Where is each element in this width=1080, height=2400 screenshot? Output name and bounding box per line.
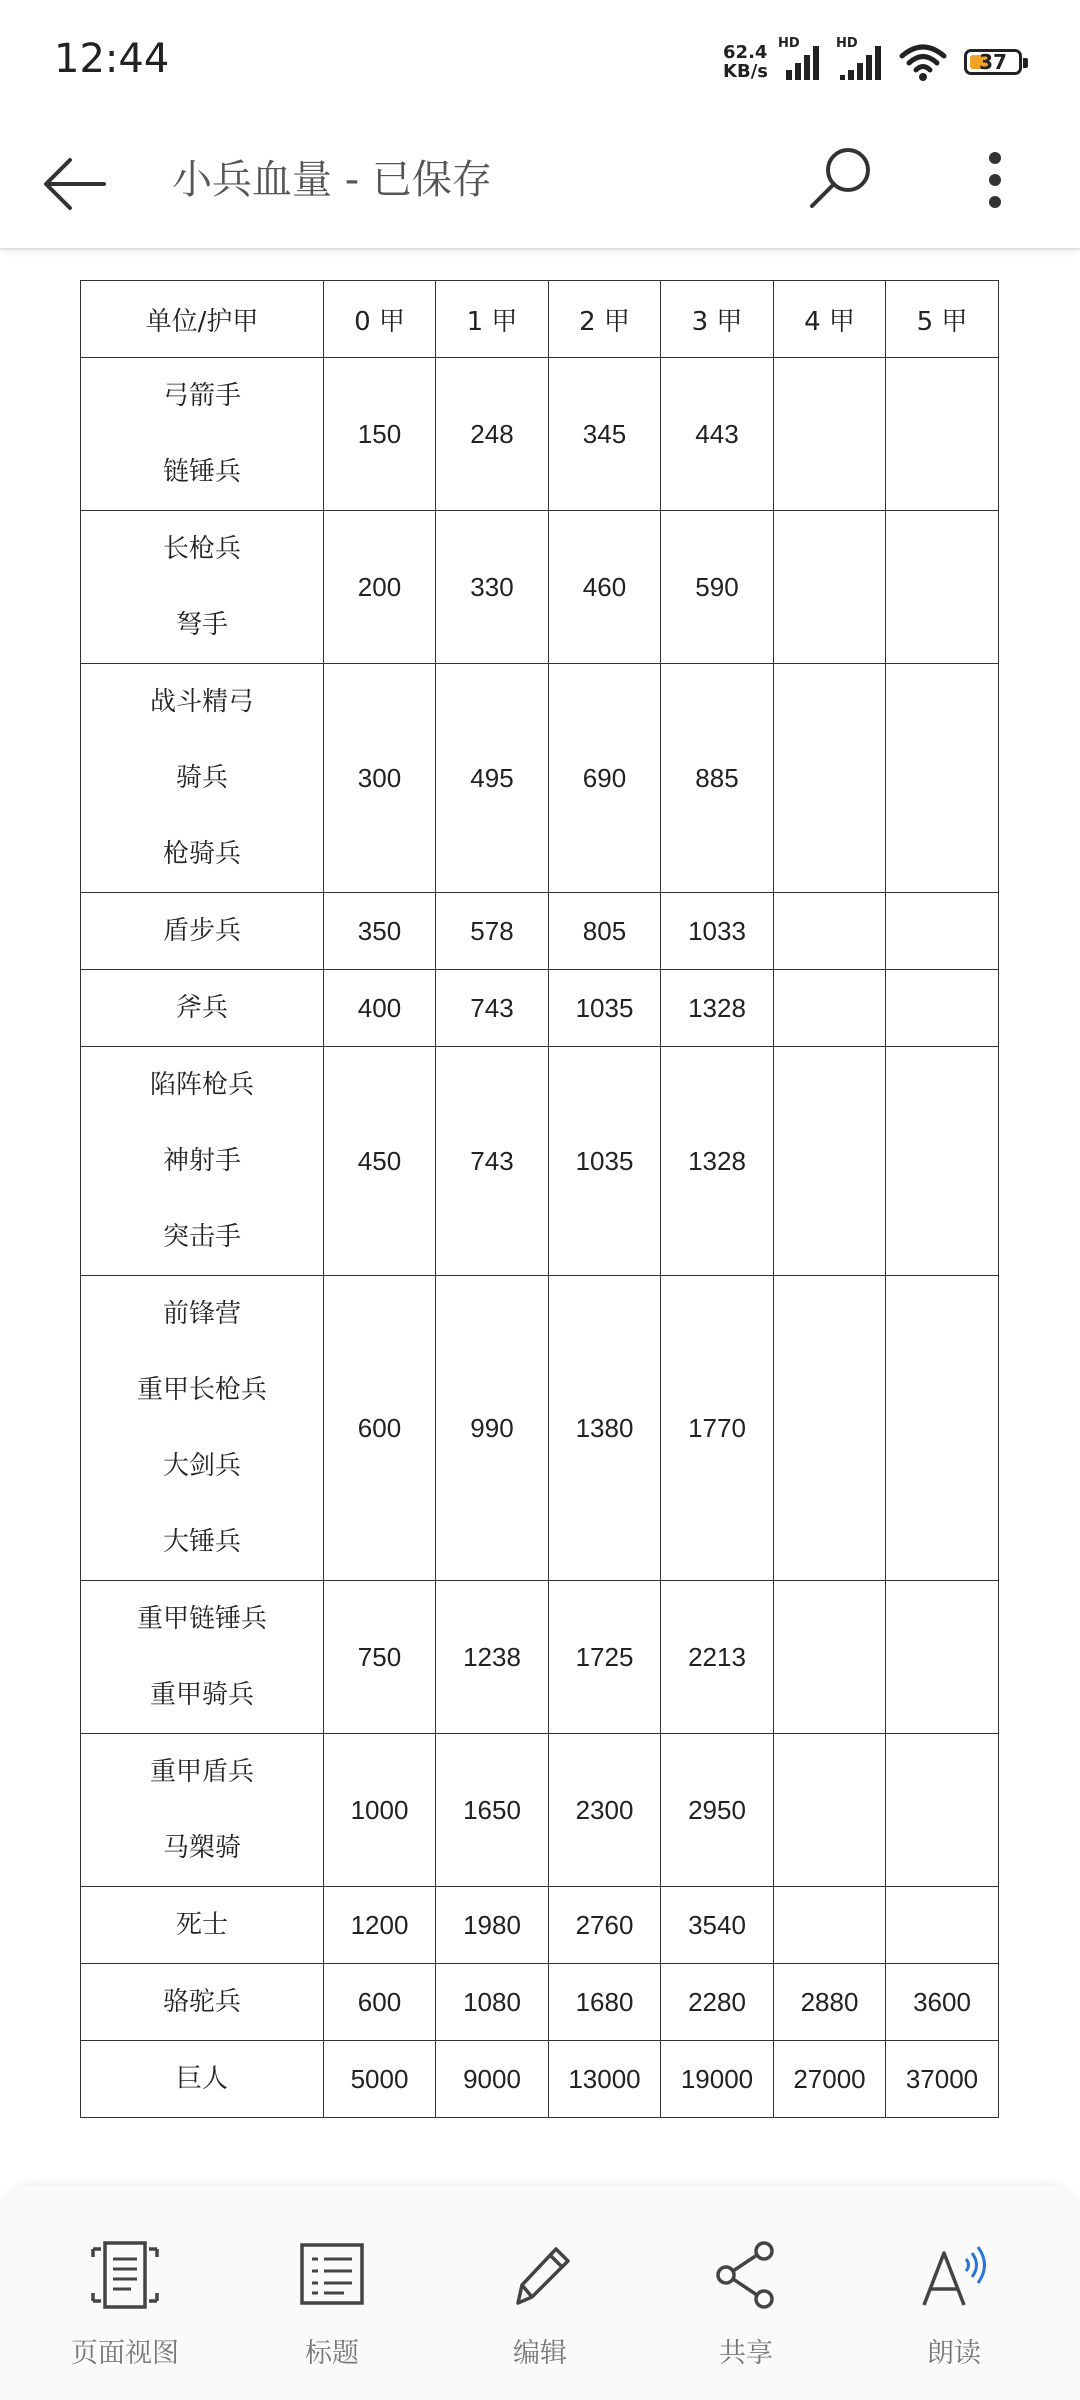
- read-aloud-label: 朗读: [927, 2338, 981, 2369]
- hp-value-cell: 150: [324, 358, 436, 511]
- unit-names-cell: [81, 1581, 324, 1734]
- unit-name: 链锤兵: [162, 457, 241, 487]
- document-title: 小兵血量 - 已保存: [172, 157, 492, 203]
- unit-name: 重甲链锤兵: [136, 1604, 267, 1634]
- header-armor-4: 4 甲: [774, 281, 886, 358]
- more-options-button[interactable]: [960, 140, 1030, 220]
- headings-button[interactable]: [242, 2185, 422, 2400]
- header-unit-armor: 单位/护甲: [81, 281, 324, 358]
- hp-value-cell: [886, 664, 999, 893]
- search-button[interactable]: [800, 140, 880, 220]
- unit-name: 大剑兵: [162, 1451, 241, 1481]
- unit-name: 长枪兵: [162, 534, 241, 564]
- unit-names-cell: [81, 1276, 324, 1581]
- signal-icon: [778, 36, 826, 82]
- network-speed: [723, 43, 768, 81]
- unit-name: 巨人: [175, 2064, 228, 2094]
- unit-name: 战斗精弓: [149, 687, 254, 717]
- hp-value-cell: 1680: [549, 1964, 661, 2041]
- header-armor-5: 5 甲: [886, 281, 999, 358]
- unit-name: 大锤兵: [162, 1527, 241, 1557]
- document-content[interactable]: [0, 250, 1080, 2170]
- unit-name: 前锋营: [162, 1299, 241, 1329]
- hp-value-cell: 750: [324, 1581, 436, 1734]
- unit-names-cell: [81, 970, 324, 1047]
- table-row: [81, 2041, 999, 2118]
- hp-value-cell: 578: [436, 893, 549, 970]
- hp-value-cell: [774, 511, 886, 664]
- hp-value-cell: 590: [661, 511, 774, 664]
- unit-name: 弩手: [175, 610, 228, 640]
- unit-name: 重甲骑兵: [149, 1680, 254, 1710]
- unit-names-cell: [81, 664, 324, 893]
- hp-value-cell: [774, 893, 886, 970]
- hp-value-cell: 1035: [549, 1047, 661, 1276]
- unit-names-cell: [81, 1887, 324, 1964]
- hp-value-cell: 1650: [436, 1734, 549, 1887]
- hp-value-cell: 13000: [549, 2041, 661, 2118]
- unit-name: 盾步兵: [162, 916, 241, 946]
- headings-label: 标题: [305, 2338, 359, 2369]
- hp-value-cell: [886, 970, 999, 1047]
- hp-value-cell: 1328: [661, 970, 774, 1047]
- hp-value-cell: 743: [436, 970, 549, 1047]
- hp-value-cell: 248: [436, 358, 549, 511]
- hp-value-cell: 885: [661, 664, 774, 893]
- unit-name: 弓箭手: [162, 381, 241, 411]
- unit-names-cell: [81, 358, 324, 511]
- hd-label: HD: [778, 36, 800, 51]
- hp-value-cell: 300: [324, 664, 436, 893]
- hp-value-cell: 1035: [549, 970, 661, 1047]
- hp-value-cell: 345: [549, 358, 661, 511]
- unit-names-cell: [81, 511, 324, 664]
- hp-value-cell: [774, 664, 886, 893]
- hp-value-cell: [886, 1887, 999, 1964]
- app-bar: [0, 118, 1080, 250]
- header-armor-0: 0 甲: [324, 281, 436, 358]
- hp-value-cell: 2213: [661, 1581, 774, 1734]
- table-row: [81, 664, 999, 893]
- network-speed-value: 62.4: [723, 42, 768, 63]
- hp-value-cell: 743: [436, 1047, 549, 1276]
- share-icon: [706, 2235, 786, 2315]
- hp-value-cell: [774, 1734, 886, 1887]
- page-view-label: 页面视图: [71, 2338, 179, 2369]
- hp-value-cell: [886, 1047, 999, 1276]
- hp-value-cell: [774, 358, 886, 511]
- edit-label: 编辑: [513, 2338, 567, 2369]
- back-button[interactable]: [36, 144, 116, 224]
- status-icons: [723, 36, 1022, 84]
- hp-value-cell: 2760: [549, 1887, 661, 1964]
- hp-value-cell: 600: [324, 1964, 436, 2041]
- hp-table: [80, 280, 999, 2118]
- unit-names-cell: [81, 1964, 324, 2041]
- hp-value-cell: [886, 1734, 999, 1887]
- hp-value-cell: 2300: [549, 1734, 661, 1887]
- header-armor-2: 2 甲: [549, 281, 661, 358]
- table-row: [81, 1887, 999, 1964]
- read-aloud-icon: [914, 2235, 994, 2315]
- hp-value-cell: 3540: [661, 1887, 774, 1964]
- table-header-row: [81, 281, 999, 358]
- table-row: [81, 1734, 999, 1887]
- table-row: [81, 511, 999, 664]
- table-row: [81, 358, 999, 511]
- hp-value-cell: [774, 1047, 886, 1276]
- read-aloud-button[interactable]: [864, 2185, 1044, 2400]
- unit-name: 陷阵枪兵: [149, 1070, 254, 1100]
- signal-icon-2: [836, 36, 888, 82]
- hp-value-cell: 2880: [774, 1964, 886, 2041]
- hp-value-cell: 1725: [549, 1581, 661, 1734]
- battery-icon: [964, 49, 1022, 75]
- hp-value-cell: 37000: [886, 2041, 999, 2118]
- hp-value-cell: 27000: [774, 2041, 886, 2118]
- status-bar: [0, 0, 1080, 118]
- hp-value-cell: 600: [324, 1276, 436, 1581]
- unit-name: 重甲盾兵: [149, 1757, 254, 1787]
- hp-value-cell: 19000: [661, 2041, 774, 2118]
- more-vertical-icon: [960, 140, 1030, 220]
- network-speed-unit: KB/s: [723, 61, 768, 82]
- hp-value-cell: [774, 1276, 886, 1581]
- header-armor-3: 3 甲: [661, 281, 774, 358]
- hp-value-cell: 3600: [886, 1964, 999, 2041]
- unit-name: 神射手: [162, 1146, 241, 1176]
- unit-name: 死士: [175, 1910, 228, 1940]
- hp-value-cell: 443: [661, 358, 774, 511]
- table-row: [81, 1964, 999, 2041]
- hp-value-cell: 2280: [661, 1964, 774, 2041]
- table-row: [81, 1581, 999, 1734]
- hp-value-cell: 330: [436, 511, 549, 664]
- hp-value-cell: 690: [549, 664, 661, 893]
- hp-value-cell: 990: [436, 1276, 549, 1581]
- header-armor-1: 1 甲: [436, 281, 549, 358]
- hp-value-cell: [886, 1276, 999, 1581]
- unit-name: 突击手: [162, 1222, 241, 1252]
- table-row: [81, 893, 999, 970]
- unit-name: 骑兵: [175, 763, 228, 793]
- hp-value-cell: 460: [549, 511, 661, 664]
- hp-value-cell: [886, 511, 999, 664]
- unit-name: 枪骑兵: [162, 839, 241, 869]
- battery-level: 37: [979, 50, 1007, 74]
- unit-names-cell: [81, 893, 324, 970]
- hp-value-cell: 1000: [324, 1734, 436, 1887]
- pencil-icon: [500, 2235, 580, 2315]
- hp-value-cell: 1770: [661, 1276, 774, 1581]
- table-row: [81, 970, 999, 1047]
- hp-value-cell: [774, 1887, 886, 1964]
- hp-value-cell: [886, 358, 999, 511]
- unit-name: 斧兵: [175, 993, 228, 1023]
- hp-value-cell: [774, 1581, 886, 1734]
- headings-list-icon: [292, 2235, 372, 2315]
- hp-value-cell: 1380: [549, 1276, 661, 1581]
- edit-button[interactable]: [450, 2185, 630, 2400]
- hp-value-cell: 495: [436, 664, 549, 893]
- share-button[interactable]: [656, 2185, 836, 2400]
- hp-value-cell: 200: [324, 511, 436, 664]
- hp-value-cell: 450: [324, 1047, 436, 1276]
- unit-names-cell: [81, 1047, 324, 1276]
- table-row: [81, 1047, 999, 1276]
- hp-value-cell: 1080: [436, 1964, 549, 2041]
- hp-value-cell: 5000: [324, 2041, 436, 2118]
- status-time: 12:44: [54, 36, 170, 82]
- wifi-icon: [898, 42, 948, 82]
- page-view-button[interactable]: [35, 2185, 215, 2400]
- hp-value-cell: 9000: [436, 2041, 549, 2118]
- unit-name: 重甲长枪兵: [136, 1375, 267, 1405]
- hd-label-2: HD: [836, 36, 858, 51]
- hp-value-cell: [886, 893, 999, 970]
- share-label: 共享: [719, 2338, 773, 2369]
- hp-value-cell: 1328: [661, 1047, 774, 1276]
- hp-value-cell: 1238: [436, 1581, 549, 1734]
- hp-value-cell: [886, 1581, 999, 1734]
- page-view-icon: [85, 2235, 165, 2315]
- hp-value-cell: 1980: [436, 1887, 549, 1964]
- unit-name: 骆驼兵: [162, 1987, 241, 2017]
- hp-value-cell: 1200: [324, 1887, 436, 1964]
- unit-name: 马槊骑: [162, 1833, 241, 1863]
- unit-names-cell: [81, 1734, 324, 1887]
- unit-names-cell: [81, 2041, 324, 2118]
- table-row: [81, 1276, 999, 1581]
- search-icon: [800, 140, 880, 220]
- arrow-left-icon: [36, 144, 116, 224]
- hp-value-cell: 805: [549, 893, 661, 970]
- hp-value-cell: 2950: [661, 1734, 774, 1887]
- hp-value-cell: 1033: [661, 893, 774, 970]
- hp-value-cell: 400: [324, 970, 436, 1047]
- hp-value-cell: [774, 970, 886, 1047]
- hp-value-cell: 350: [324, 893, 436, 970]
- bottom-toolbar: [0, 2185, 1080, 2400]
